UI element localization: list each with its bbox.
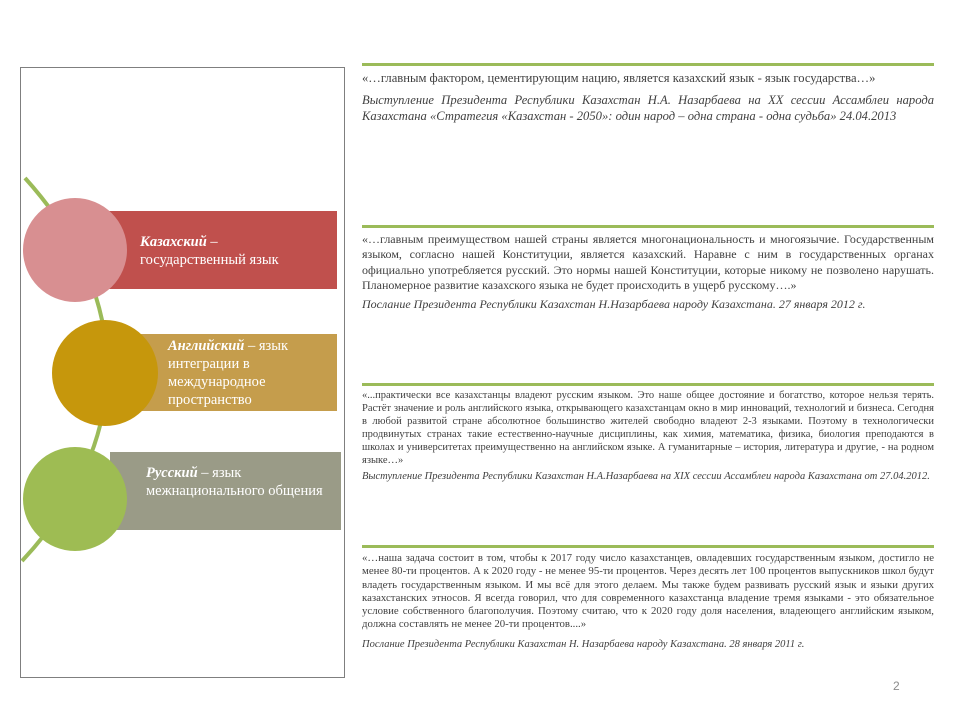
- circle-russian: [23, 447, 127, 551]
- quote-block: [362, 545, 934, 651]
- quote-block: [362, 225, 934, 312]
- quote-text: «…наша задача состоит в том, чтобы к 2017 году число казахстанцев, овладевших государственным языком, достигло не менее 80-ти процентов. А к 2020 году - не менее 95-ти процентов. Через десять лет 100 процентов выпускников школ будут владеть государственным языком. И мы всё для этого делаем. Мы также будем развивать русский язык и языки других казахстанских этносов. Я всегда говорил, что для современного казахстанца владение тремя языками - это обязательное условие собственного благополучия. Поэтому считаю, что к 2020 году доля населения, владеющего английским языком, должна составлять не менее 20-ти процентов....»: [362, 552, 934, 631]
- kazakh-name: Казахский: [140, 234, 207, 250]
- english-desc: – язык интеграции в международное пространство: [168, 338, 289, 408]
- bar-russian: [110, 452, 341, 530]
- quote-source: Послание Президента Республики Казахстан Н. Назарбаева народу Казахстана. 28 января 2011 г.: [362, 638, 805, 650]
- quote-block: [362, 63, 934, 124]
- quote-block: [362, 383, 934, 484]
- quote-source: Послание Президента Республики Казахстан Н.Назарбаева народу Казахстана. 27 января 2012 г.: [362, 297, 866, 312]
- quote-source: Выступление Президента Республики Казахстан Н.А.Назарбаева на XIX сессии Ассамблеи народа Казахстана от 27.04.2012.: [362, 471, 930, 483]
- quote-text: «…главным преимуществом нашей страны является многонациональность и многоязычие. Государственным языком, согласно нашей Конституции, является казахский. Наравне с ним в государственных органах официально употребляется русский. Это нормы нашей Конституции, которые никому не позволено нарушать. Планомерное развитие казахского языка не будет происходить в ущерб русскому….»: [362, 232, 934, 292]
- quote-divider: [362, 383, 934, 386]
- quote-source: Выступление Президента Республики Казахстан Н.А. Назарбаева на XX сессии Ассамблеи народа Казахстана «Стратегия «Казахстан - 2050»: один народ – одна страна - одна судьба» 24.04.2013: [362, 93, 934, 123]
- quote-divider: [362, 225, 934, 228]
- russian-name: Русский: [146, 465, 198, 481]
- circle-english: [52, 320, 158, 426]
- english-name: Английский: [168, 338, 245, 354]
- quote-divider: [362, 63, 934, 66]
- russian-desc: – язык межнационального общения: [146, 465, 323, 499]
- slide-number: 2: [893, 679, 900, 693]
- quote-text: «...практически все казахстанцы владеют русским языком. Это наше общее достояние и богатство, которое нельзя терять. Растёт значение и роль английского языка, открывающего казахстанцам окно в мир инноваций, технологий и бизнеса. Сегодня в любой развитой стране абсолютное большинство жителей свободно владеют 2-3 языками. Поэтому в технологически продвинутых странах такие естественно-научные дисциплины, как химия, математика, физика, биология преподаются в школах и университетах преимущественно на английском языке. А гуманитарные – история, литература и другие, - на родном языке…»: [362, 390, 934, 466]
- kazakh-desc: – государственный язык: [140, 234, 279, 268]
- circle-kazakh: [23, 198, 127, 302]
- quote-divider: [362, 545, 934, 548]
- bar-kazakh: [90, 211, 337, 289]
- quote-text: «…главным фактором, цементирующим нацию, является казахский язык - язык государства…»: [362, 71, 876, 85]
